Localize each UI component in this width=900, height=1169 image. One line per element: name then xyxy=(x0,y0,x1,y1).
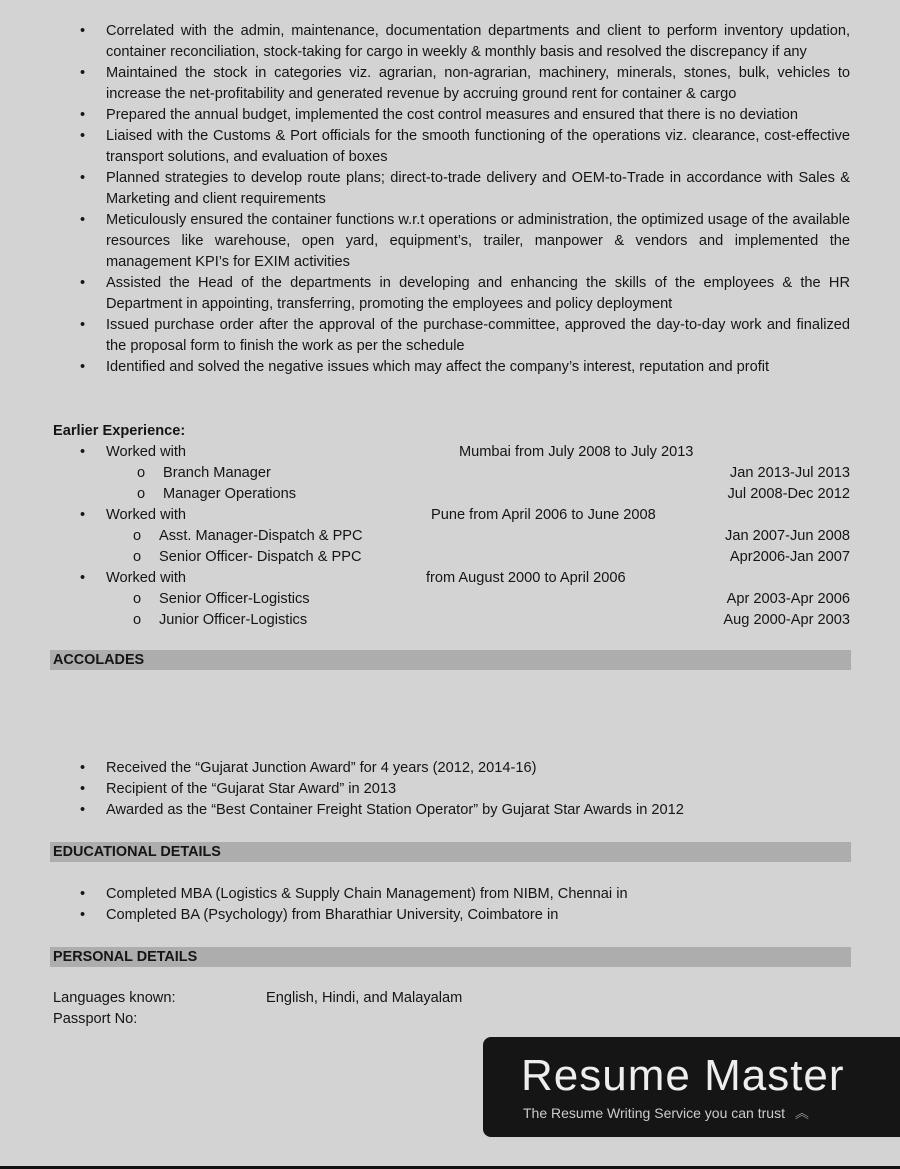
role-title: Asst. Manager-Dispatch & PPC xyxy=(159,528,363,544)
list-item: • Identified and solved the negative issues which may affect the company’s interest, reputation and profit xyxy=(0,357,900,378)
job-row xyxy=(0,568,900,589)
role-row xyxy=(0,463,900,484)
bullet-icon: • xyxy=(80,781,86,797)
personal-heading: PERSONAL DETAILS xyxy=(50,947,851,967)
job-label: Worked with xyxy=(106,507,187,523)
role-row xyxy=(0,547,900,568)
responsibilities-list xyxy=(0,21,900,378)
bullet-icon: • xyxy=(80,570,86,586)
role-dates: Jan 2013-Jul 2013 xyxy=(729,465,850,481)
logo-name: Resume Master xyxy=(521,1051,845,1100)
role-title: Manager Operations xyxy=(163,486,297,502)
role-title: Senior Officer- Dispatch & PPC xyxy=(159,549,362,565)
job-place-dates: from August 2000 to April 2006 xyxy=(426,570,626,586)
accolades-heading: ACCOLADES xyxy=(50,650,851,670)
circle-bullet-icon: o xyxy=(133,591,142,607)
bullet-icon: • xyxy=(80,107,86,123)
bullet-icon: • xyxy=(80,275,86,291)
list-item: • Issued purchase order after the approval of the purchase-committee, approved the day-to-day work and finalized the proposal form to finish the work as per the schedule xyxy=(80,317,850,354)
list-item: • Completed MBA (Logistics & Supply Chain Management) from NIBM, Chennai in xyxy=(0,884,900,905)
bullet-icon: • xyxy=(80,65,86,81)
role-dates: Aug 2000-Apr 2003 xyxy=(723,612,850,628)
languages-label: Languages known: xyxy=(53,990,176,1006)
job-place-dates: Pune from April 2006 to June 2008 xyxy=(431,507,656,523)
double-chevron-up-icon: ︽ xyxy=(794,1105,809,1121)
education-heading: EDUCATIONAL DETAILS xyxy=(50,842,851,862)
role-row xyxy=(0,526,900,547)
bullet-icon: • xyxy=(80,760,86,776)
resume-master-logo xyxy=(483,1037,900,1137)
job-row xyxy=(0,505,900,526)
role-dates: Apr2006-Jan 2007 xyxy=(729,549,850,565)
bullet-icon: • xyxy=(80,128,86,144)
education-list xyxy=(0,884,900,926)
job-label: Worked with xyxy=(106,570,187,586)
list-item: • Correlated with the admin, maintenance, documentation departments and client to perform inventory updation, container reconciliation, stock-taking for cargo in weekly & monthly basis and resolved the discrepancy if any xyxy=(80,23,850,60)
passport-label: Passport No: xyxy=(53,1011,138,1027)
list-item: • Completed BA (Psychology) from Bharathiar University, Coimbatore in xyxy=(0,905,900,926)
role-dates: Jan 2007-Jun 2008 xyxy=(725,528,850,544)
role-row xyxy=(0,610,900,631)
bullet-icon: • xyxy=(80,317,86,333)
circle-bullet-icon: o xyxy=(133,549,142,565)
bullet-icon: • xyxy=(80,444,86,460)
logo-tagline: The Resume Writing Service you can trust ︽ xyxy=(523,1105,809,1121)
list-item: • Prepared the annual budget, implemented the cost control measures and ensured that there is no deviation xyxy=(0,105,900,126)
list-item: • Awarded as the “Best Container Freight Station Operator” by Gujarat Star Awards in 2012 xyxy=(0,800,900,821)
earlier-experience xyxy=(0,421,900,631)
role-dates: Jul 2008-Dec 2012 xyxy=(727,486,850,502)
personal-details xyxy=(0,988,900,1030)
list-item: • Meticulously ensured the container functions w.r.t operations or administration, the optimized usage of the available resources like warehouse, open yard, equipment’s, trailer, manpower & vendors and implemented the management KPI’s for EXIM activities xyxy=(80,212,850,270)
job-label: Worked with xyxy=(106,444,187,460)
accolades-list xyxy=(0,758,900,821)
list-item: • Maintained the stock in categories viz. agrarian, non-agrarian, machinery, minerals, stones, bulk, vehicles to increase the net-profitability and generated revenue by accruing ground rent for container & cargo xyxy=(80,65,850,102)
circle-bullet-icon: o xyxy=(133,612,142,628)
bullet-icon: • xyxy=(80,886,86,902)
list-item: • Assisted the Head of the departments in developing and enhancing the skills of the employees & the HR Department in appointing, transferring, promoting the employees and policy deployment xyxy=(80,275,850,312)
list-item: • Recipient of the “Gujarat Star Award” in 2013 xyxy=(0,779,900,800)
circle-bullet-icon: o xyxy=(137,486,146,502)
earlier-experience-heading: Earlier Experience: xyxy=(53,423,186,439)
list-item: • Received the “Gujarat Junction Award” for 4 years (2012, 2014-16) xyxy=(0,758,900,779)
role-title: Junior Officer-Logistics xyxy=(159,612,308,628)
bullet-icon: • xyxy=(80,170,86,186)
circle-bullet-icon: o xyxy=(137,465,146,481)
job-row xyxy=(0,442,900,463)
role-row xyxy=(0,484,900,505)
bullet-icon: • xyxy=(80,507,86,523)
job-place-dates: Mumbai from July 2008 to July 2013 xyxy=(459,444,694,460)
role-title: Branch Manager xyxy=(163,465,271,481)
role-dates: Apr 2003-Apr 2006 xyxy=(726,591,850,607)
circle-bullet-icon: o xyxy=(133,528,142,544)
bullet-icon: • xyxy=(80,802,86,818)
role-title: Senior Officer-Logistics xyxy=(159,591,310,607)
bullet-icon: • xyxy=(80,907,86,923)
bullet-icon: • xyxy=(80,23,86,39)
list-item: • Planned strategies to develop route plans; direct-to-trade delivery and OEM-to-Trade in accordance with Sales & Marketing and client requirements xyxy=(80,170,850,207)
list-item: • Liaised with the Customs & Port officials for the smooth functioning of the operations viz. clearance, cost-effective transport solutions, and evaluation of boxes xyxy=(80,128,850,165)
bullet-icon: • xyxy=(80,212,86,228)
bullet-icon: • xyxy=(80,359,86,375)
role-row xyxy=(0,589,900,610)
languages-value: English, Hindi, and Malayalam xyxy=(266,990,463,1006)
